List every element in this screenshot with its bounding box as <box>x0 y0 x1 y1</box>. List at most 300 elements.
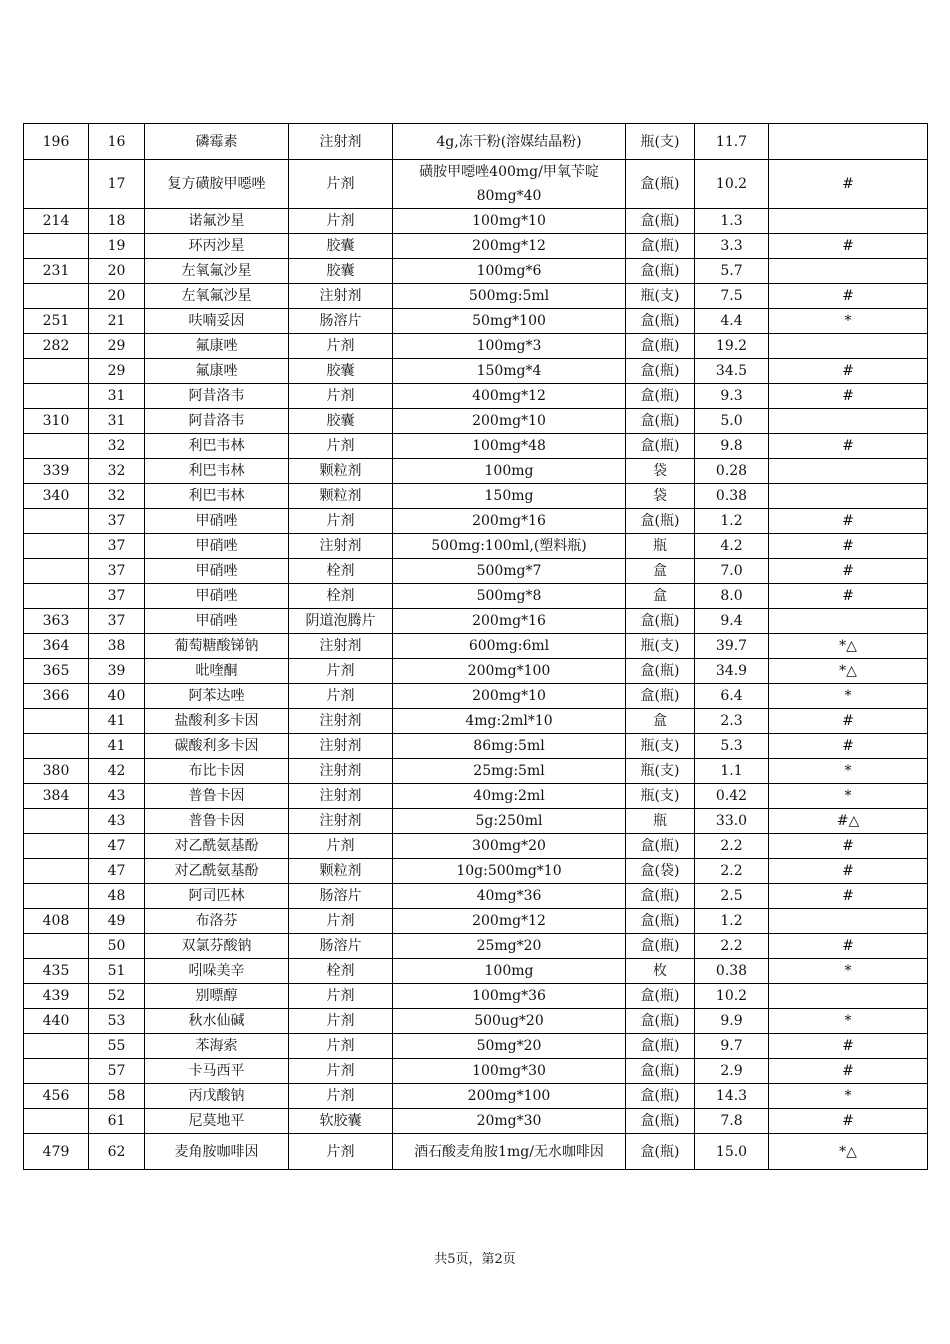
table-row <box>24 259 928 284</box>
category-number-cell: 49 <box>89 909 145 934</box>
table-row <box>24 934 928 959</box>
remark-cell: # <box>769 359 928 384</box>
drug-name-cell: 利巴韦林 <box>145 434 289 459</box>
drug-name-cell: 秋水仙碱 <box>145 1009 289 1034</box>
table-row <box>24 834 928 859</box>
table-row <box>24 534 928 559</box>
table-row <box>24 234 928 259</box>
price-cell: 2.2 <box>695 934 769 959</box>
remark-cell: #△ <box>769 809 928 834</box>
catalog-number-cell <box>24 834 89 859</box>
drug-name-cell: 吲哚美辛 <box>145 959 289 984</box>
specification-cell: 100mg*6 <box>393 259 626 284</box>
category-number-cell: 43 <box>89 784 145 809</box>
table-row <box>24 434 928 459</box>
drug-name-cell: 氟康唑 <box>145 359 289 384</box>
catalog-number-cell: 196 <box>24 124 89 160</box>
category-number-cell: 32 <box>89 434 145 459</box>
drug-name-cell: 阿司匹林 <box>145 884 289 909</box>
category-number-cell: 20 <box>89 259 145 284</box>
dosage-form-cell: 片剂 <box>289 1034 393 1059</box>
specification-cell: 25mg*20 <box>393 934 626 959</box>
drug-name-cell: 呋喃妥因 <box>145 309 289 334</box>
price-cell: 8.0 <box>695 584 769 609</box>
specification-cell: 200mg*10 <box>393 409 626 434</box>
specification-cell: 200mg*10 <box>393 684 626 709</box>
catalog-number-cell: 456 <box>24 1084 89 1109</box>
unit-cell: 盒(瓶) <box>626 684 695 709</box>
table-row <box>24 1084 928 1109</box>
dosage-form-cell: 片剂 <box>289 1059 393 1084</box>
unit-cell: 盒(袋) <box>626 859 695 884</box>
specification-cell: 100mg*3 <box>393 334 626 359</box>
table-row <box>24 609 928 634</box>
table-row <box>24 160 928 209</box>
table-row <box>24 1009 928 1034</box>
dosage-form-cell: 片剂 <box>289 334 393 359</box>
price-cell: 7.0 <box>695 559 769 584</box>
specification-cell: 500mg*8 <box>393 584 626 609</box>
table-row <box>24 409 928 434</box>
dosage-form-cell: 栓剂 <box>289 559 393 584</box>
specification-cell: 200mg*100 <box>393 1084 626 1109</box>
specification-cell: 50mg*100 <box>393 309 626 334</box>
catalog-number-cell: 408 <box>24 909 89 934</box>
specification-cell: 500mg*7 <box>393 559 626 584</box>
unit-cell: 枚 <box>626 959 695 984</box>
unit-cell: 袋 <box>626 459 695 484</box>
unit-cell: 盒(瓶) <box>626 334 695 359</box>
specification-cell: 100mg*10 <box>393 209 626 234</box>
dosage-form-cell: 阴道泡腾片 <box>289 609 393 634</box>
category-number-cell: 52 <box>89 984 145 1009</box>
price-cell: 5.0 <box>695 409 769 434</box>
dosage-form-cell: 注射剂 <box>289 759 393 784</box>
table-row <box>24 759 928 784</box>
remark-cell: * <box>769 784 928 809</box>
specification-cell: 200mg*16 <box>393 609 626 634</box>
catalog-number-cell: 440 <box>24 1009 89 1034</box>
category-number-cell: 61 <box>89 1109 145 1134</box>
remark-cell: *△ <box>769 1134 928 1170</box>
drug-name-cell: 盐酸利多卡因 <box>145 709 289 734</box>
category-number-cell: 47 <box>89 859 145 884</box>
price-cell: 9.9 <box>695 1009 769 1034</box>
category-number-cell: 17 <box>89 160 145 209</box>
specification-cell: 150mg*4 <box>393 359 626 384</box>
category-number-cell: 58 <box>89 1084 145 1109</box>
category-number-cell: 50 <box>89 934 145 959</box>
drug-name-cell: 甲硝唑 <box>145 559 289 584</box>
remark-cell: # <box>769 1034 928 1059</box>
specification-cell: 50mg*20 <box>393 1034 626 1059</box>
remark-cell <box>769 209 928 234</box>
price-cell: 11.7 <box>695 124 769 160</box>
price-cell: 1.2 <box>695 509 769 534</box>
dosage-form-cell: 肠溶片 <box>289 934 393 959</box>
drug-name-cell: 对乙酰氨基酚 <box>145 834 289 859</box>
unit-cell: 盒(瓶) <box>626 509 695 534</box>
category-number-cell: 57 <box>89 1059 145 1084</box>
remark-cell: # <box>769 584 928 609</box>
drug-name-cell: 利巴韦林 <box>145 484 289 509</box>
specification-cell: 100mg*36 <box>393 984 626 1009</box>
specification-cell: 4g,冻干粉(溶媒结晶粉) <box>393 124 626 160</box>
dosage-form-cell: 胶囊 <box>289 259 393 284</box>
price-cell: 10.2 <box>695 160 769 209</box>
table-row <box>24 209 928 234</box>
unit-cell: 盒(瓶) <box>626 434 695 459</box>
remark-cell: # <box>769 734 928 759</box>
specification-cell: 10g:500mg*10 <box>393 859 626 884</box>
remark-cell: # <box>769 859 928 884</box>
drug-name-cell: 磷霉素 <box>145 124 289 160</box>
price-cell: 2.2 <box>695 859 769 884</box>
dosage-form-cell: 颗粒剂 <box>289 484 393 509</box>
table-row <box>24 659 928 684</box>
unit-cell: 瓶 <box>626 809 695 834</box>
table-row <box>24 284 928 309</box>
remark-cell: # <box>769 534 928 559</box>
price-cell: 5.3 <box>695 734 769 759</box>
drug-name-cell: 双氯芬酸钠 <box>145 934 289 959</box>
unit-cell: 盒(瓶) <box>626 984 695 1009</box>
dosage-form-cell: 胶囊 <box>289 234 393 259</box>
dosage-form-cell: 片剂 <box>289 684 393 709</box>
price-cell: 2.2 <box>695 834 769 859</box>
unit-cell: 瓶(支) <box>626 634 695 659</box>
category-number-cell: 19 <box>89 234 145 259</box>
catalog-number-cell: 340 <box>24 484 89 509</box>
drug-name-cell: 对乙酰氨基酚 <box>145 859 289 884</box>
remark-cell: *△ <box>769 659 928 684</box>
dosage-form-cell: 胶囊 <box>289 359 393 384</box>
dosage-form-cell: 片剂 <box>289 1009 393 1034</box>
unit-cell: 袋 <box>626 484 695 509</box>
catalog-number-cell: 310 <box>24 409 89 434</box>
category-number-cell: 32 <box>89 484 145 509</box>
remark-cell: # <box>769 160 928 209</box>
specification-cell: 200mg*100 <box>393 659 626 684</box>
category-number-cell: 37 <box>89 534 145 559</box>
table-row <box>24 334 928 359</box>
unit-cell: 瓶 <box>626 534 695 559</box>
remark-cell <box>769 409 928 434</box>
drug-name-cell: 普鲁卡因 <box>145 784 289 809</box>
catalog-number-cell: 282 <box>24 334 89 359</box>
dosage-form-cell: 肠溶片 <box>289 884 393 909</box>
specification-cell: 4mg:2ml*10 <box>393 709 626 734</box>
remark-cell <box>769 909 928 934</box>
drug-name-cell: 布洛芬 <box>145 909 289 934</box>
category-number-cell: 41 <box>89 709 145 734</box>
price-cell: 14.3 <box>695 1084 769 1109</box>
catalog-number-cell: 231 <box>24 259 89 284</box>
dosage-form-cell: 注射剂 <box>289 634 393 659</box>
drug-name-cell: 甲硝唑 <box>145 609 289 634</box>
unit-cell: 瓶(支) <box>626 284 695 309</box>
remark-cell: * <box>769 759 928 784</box>
drug-name-cell: 环丙沙星 <box>145 234 289 259</box>
unit-cell: 盒(瓶) <box>626 934 695 959</box>
drug-name-cell: 阿昔洛韦 <box>145 409 289 434</box>
specification-cell: 20mg*30 <box>393 1109 626 1134</box>
table-row <box>24 1134 928 1170</box>
specification-cell: 100mg*48 <box>393 434 626 459</box>
drug-name-cell: 碳酸利多卡因 <box>145 734 289 759</box>
specification-cell: 200mg*12 <box>393 909 626 934</box>
category-number-cell: 37 <box>89 584 145 609</box>
catalog-number-cell <box>24 234 89 259</box>
price-cell: 9.8 <box>695 434 769 459</box>
dosage-form-cell: 注射剂 <box>289 124 393 160</box>
price-cell: 5.7 <box>695 259 769 284</box>
specification-cell: 150mg <box>393 484 626 509</box>
catalog-number-cell <box>24 559 89 584</box>
remark-cell: # <box>769 1059 928 1084</box>
table-row <box>24 784 928 809</box>
catalog-number-cell: 380 <box>24 759 89 784</box>
drug-name-cell: 复方磺胺甲噁唑 <box>145 160 289 209</box>
unit-cell: 盒(瓶) <box>626 234 695 259</box>
remark-cell: # <box>769 834 928 859</box>
specification-cell: 40mg*36 <box>393 884 626 909</box>
catalog-number-cell: 479 <box>24 1134 89 1170</box>
unit-cell: 盒(瓶) <box>626 1009 695 1034</box>
price-cell: 9.7 <box>695 1034 769 1059</box>
drug-name-cell: 苯海索 <box>145 1034 289 1059</box>
catalog-number-cell <box>24 884 89 909</box>
table-row <box>24 634 928 659</box>
catalog-number-cell <box>24 1109 89 1134</box>
drug-name-cell: 诺氟沙星 <box>145 209 289 234</box>
unit-cell: 盒(瓶) <box>626 609 695 634</box>
catalog-number-cell: 339 <box>24 459 89 484</box>
price-cell: 1.2 <box>695 909 769 934</box>
specification-cell: 100mg <box>393 959 626 984</box>
category-number-cell: 31 <box>89 409 145 434</box>
price-cell: 6.4 <box>695 684 769 709</box>
category-number-cell: 51 <box>89 959 145 984</box>
table-row <box>24 1034 928 1059</box>
catalog-number-cell: 439 <box>24 984 89 1009</box>
catalog-number-cell <box>24 1034 89 1059</box>
drug-name-cell: 布比卡因 <box>145 759 289 784</box>
price-cell: 0.28 <box>695 459 769 484</box>
catalog-number-cell: 364 <box>24 634 89 659</box>
table-row <box>24 509 928 534</box>
price-cell: 1.3 <box>695 209 769 234</box>
table-row <box>24 859 928 884</box>
unit-cell: 盒(瓶) <box>626 1059 695 1084</box>
remark-cell: * <box>769 684 928 709</box>
remark-cell: # <box>769 884 928 909</box>
drug-name-cell: 麦角胺咖啡因 <box>145 1134 289 1170</box>
remark-cell: # <box>769 1109 928 1134</box>
category-number-cell: 48 <box>89 884 145 909</box>
remark-cell: # <box>769 559 928 584</box>
specification-cell: 86mg:5ml <box>393 734 626 759</box>
category-number-cell: 37 <box>89 609 145 634</box>
table-row <box>24 984 928 1009</box>
unit-cell: 盒(瓶) <box>626 209 695 234</box>
remark-cell: # <box>769 709 928 734</box>
catalog-number-cell <box>24 809 89 834</box>
dosage-form-cell: 颗粒剂 <box>289 459 393 484</box>
unit-cell: 盒 <box>626 709 695 734</box>
remark-cell <box>769 484 928 509</box>
price-cell: 7.5 <box>695 284 769 309</box>
specification-cell: 100mg*30 <box>393 1059 626 1084</box>
table-row <box>24 309 928 334</box>
drug-name-cell: 左氧氟沙星 <box>145 284 289 309</box>
unit-cell: 盒 <box>626 584 695 609</box>
drug-name-cell: 氟康唑 <box>145 334 289 359</box>
remark-cell: * <box>769 1009 928 1034</box>
price-cell: 9.4 <box>695 609 769 634</box>
table-row <box>24 959 928 984</box>
category-number-cell: 32 <box>89 459 145 484</box>
remark-cell <box>769 609 928 634</box>
price-cell: 3.3 <box>695 234 769 259</box>
category-number-cell: 47 <box>89 834 145 859</box>
price-cell: 15.0 <box>695 1134 769 1170</box>
unit-cell: 盒(瓶) <box>626 1084 695 1109</box>
price-cell: 10.2 <box>695 984 769 1009</box>
drug-name-cell: 卡马西平 <box>145 1059 289 1084</box>
category-number-cell: 41 <box>89 734 145 759</box>
category-number-cell: 43 <box>89 809 145 834</box>
table-row <box>24 1109 928 1134</box>
unit-cell: 盒(瓶) <box>626 834 695 859</box>
table-row <box>24 384 928 409</box>
dosage-form-cell: 胶囊 <box>289 409 393 434</box>
dosage-form-cell: 片剂 <box>289 1084 393 1109</box>
specification-cell: 200mg*16 <box>393 509 626 534</box>
dosage-form-cell: 颗粒剂 <box>289 859 393 884</box>
specification-cell: 磺胺甲噁唑400mg/甲氧苄啶80mg*40 <box>393 160 626 209</box>
remark-cell: *△ <box>769 634 928 659</box>
specification-cell: 600mg:6ml <box>393 634 626 659</box>
price-cell: 2.3 <box>695 709 769 734</box>
price-cell: 1.1 <box>695 759 769 784</box>
price-cell: 4.4 <box>695 309 769 334</box>
price-cell: 0.42 <box>695 784 769 809</box>
drug-name-cell: 利巴韦林 <box>145 459 289 484</box>
unit-cell: 盒(瓶) <box>626 384 695 409</box>
remark-cell <box>769 459 928 484</box>
dosage-form-cell: 片剂 <box>289 384 393 409</box>
dosage-form-cell: 片剂 <box>289 909 393 934</box>
remark-cell: * <box>769 1084 928 1109</box>
remark-cell <box>769 334 928 359</box>
category-number-cell: 18 <box>89 209 145 234</box>
dosage-form-cell: 片剂 <box>289 1134 393 1170</box>
unit-cell: 盒(瓶) <box>626 359 695 384</box>
table-row <box>24 124 928 160</box>
catalog-number-cell: 251 <box>24 309 89 334</box>
table-row <box>24 459 928 484</box>
catalog-number-cell: 366 <box>24 684 89 709</box>
unit-cell: 盒(瓶) <box>626 1134 695 1170</box>
category-number-cell: 31 <box>89 384 145 409</box>
category-number-cell: 40 <box>89 684 145 709</box>
catalog-number-cell <box>24 734 89 759</box>
category-number-cell: 29 <box>89 359 145 384</box>
unit-cell: 盒(瓶) <box>626 309 695 334</box>
table-row <box>24 484 928 509</box>
drug-list-table <box>23 123 928 1170</box>
unit-cell: 盒(瓶) <box>626 409 695 434</box>
drug-name-cell: 甲硝唑 <box>145 509 289 534</box>
unit-cell: 瓶(支) <box>626 784 695 809</box>
price-cell: 0.38 <box>695 959 769 984</box>
remark-cell: # <box>769 384 928 409</box>
drug-name-cell: 丙戊酸钠 <box>145 1084 289 1109</box>
dosage-form-cell: 注射剂 <box>289 534 393 559</box>
remark-cell: # <box>769 284 928 309</box>
specification-cell: 500mg:100ml,(塑料瓶) <box>393 534 626 559</box>
unit-cell: 盒(瓶) <box>626 659 695 684</box>
catalog-number-cell <box>24 859 89 884</box>
price-cell: 39.7 <box>695 634 769 659</box>
price-cell: 33.0 <box>695 809 769 834</box>
dosage-form-cell: 片剂 <box>289 434 393 459</box>
unit-cell: 盒(瓶) <box>626 259 695 284</box>
dosage-form-cell: 注射剂 <box>289 784 393 809</box>
catalog-number-cell <box>24 709 89 734</box>
price-cell: 2.5 <box>695 884 769 909</box>
price-cell: 4.2 <box>695 534 769 559</box>
table-row <box>24 709 928 734</box>
unit-cell: 瓶(支) <box>626 734 695 759</box>
category-number-cell: 21 <box>89 309 145 334</box>
specification-cell: 500ug*20 <box>393 1009 626 1034</box>
remark-cell: # <box>769 509 928 534</box>
category-number-cell: 16 <box>89 124 145 160</box>
unit-cell: 盒(瓶) <box>626 909 695 934</box>
catalog-number-cell: 214 <box>24 209 89 234</box>
price-cell: 34.5 <box>695 359 769 384</box>
catalog-number-cell <box>24 534 89 559</box>
category-number-cell: 39 <box>89 659 145 684</box>
unit-cell: 盒(瓶) <box>626 160 695 209</box>
table-body <box>24 124 928 1170</box>
dosage-form-cell: 片剂 <box>289 509 393 534</box>
table-row <box>24 359 928 384</box>
catalog-number-cell <box>24 384 89 409</box>
dosage-form-cell: 片剂 <box>289 834 393 859</box>
drug-name-cell: 葡萄糖酸锑钠 <box>145 634 289 659</box>
catalog-number-cell <box>24 359 89 384</box>
dosage-form-cell: 片剂 <box>289 659 393 684</box>
unit-cell: 盒(瓶) <box>626 1109 695 1134</box>
dosage-form-cell: 软胶囊 <box>289 1109 393 1134</box>
table-row <box>24 809 928 834</box>
dosage-form-cell: 注射剂 <box>289 809 393 834</box>
specification-cell: 5g:250ml <box>393 809 626 834</box>
catalog-number-cell <box>24 509 89 534</box>
catalog-number-cell <box>24 284 89 309</box>
category-number-cell: 29 <box>89 334 145 359</box>
table-row <box>24 909 928 934</box>
price-cell: 34.9 <box>695 659 769 684</box>
category-number-cell: 53 <box>89 1009 145 1034</box>
dosage-form-cell: 注射剂 <box>289 709 393 734</box>
catalog-number-cell <box>24 934 89 959</box>
specification-cell: 500mg:5ml <box>393 284 626 309</box>
unit-cell: 瓶(支) <box>626 124 695 160</box>
